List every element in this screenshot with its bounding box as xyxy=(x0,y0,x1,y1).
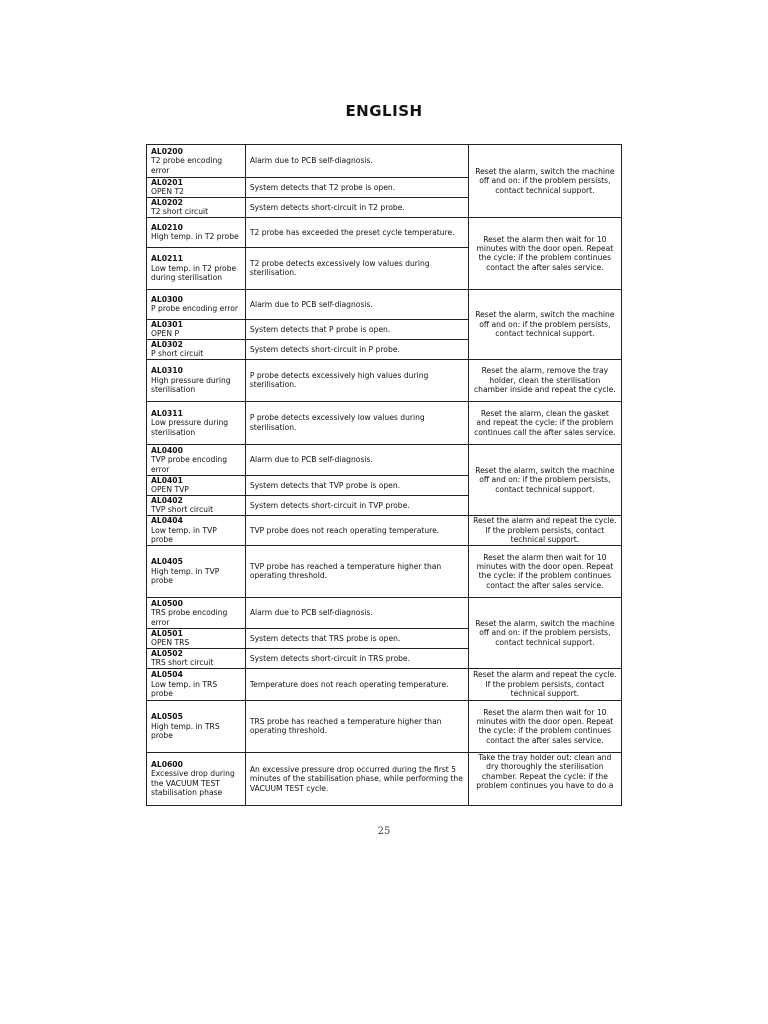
problem-cell: P probe detects excessively high values during sterilisation. xyxy=(245,359,468,401)
problem-cell: An excessive pressure drop occurred during the first 5 minutes of the stabilisation phase, while performing the VACUUM TEST cycle. xyxy=(245,752,468,805)
alarm-code-cell: AL0300 P probe encoding error xyxy=(147,289,246,319)
alarm-code-cell: AL0200 T2 probe encoding error xyxy=(147,145,246,178)
problem-cell: Alarm due to PCB self-diagnosis. xyxy=(245,289,468,319)
solution-cell: Reset the alarm, switch the machine off and on: if the problem persists, contact technical support. xyxy=(468,145,621,218)
table-row xyxy=(147,597,622,628)
alarm-table xyxy=(146,144,622,806)
problem-cell: TVP probe has reached a temperature higher than operating threshold. xyxy=(245,545,468,597)
solution-cell: Reset the alarm, clean the gasket and repeat the cycle: if the problem continues call the after sales service. xyxy=(468,401,621,444)
alarm-code-cell: AL0600 Excessive drop during the VACUUM TEST stabilisation phase xyxy=(147,752,246,805)
table-row xyxy=(147,752,622,805)
solution-cell: Reset the alarm, switch the machine off and on: if the problem persists, contact technical support. xyxy=(468,444,621,515)
solution-cell: Reset the alarm, switch the machine off and on: if the problem persists, contact technical support. xyxy=(468,597,621,668)
table-row xyxy=(147,700,622,752)
page-number: 25 xyxy=(377,826,391,837)
problem-cell: Temperature does not reach operating temperature. xyxy=(245,668,468,700)
alarm-code-cell: AL0504 Low temp. in TRS probe xyxy=(147,668,246,700)
solution-cell: Reset the alarm and repeat the cycle. If the problem persists, contact technical support. xyxy=(468,668,621,700)
table-row xyxy=(147,545,622,597)
alarm-code-cell: AL0505 High temp. in TRS probe xyxy=(147,700,246,752)
problem-cell: TVP probe does not reach operating temperature. xyxy=(245,515,468,545)
problem-cell: Alarm due to PCB self-diagnosis. xyxy=(245,145,468,178)
solution-cell: Reset the alarm then wait for 10 minutes with the door open. Repeat the cycle: if the problem continues contact the after sales service. xyxy=(468,700,621,752)
problem-cell: System detects that P probe is open. xyxy=(245,319,468,339)
page-heading: ENGLISH xyxy=(345,102,423,120)
alarm-code-cell: AL0501 OPEN TRS xyxy=(147,628,246,648)
table-row xyxy=(147,289,622,319)
alarm-code-cell: AL0311 Low pressure during sterilisation xyxy=(147,401,246,444)
alarm-code-cell: AL0201 OPEN T2 xyxy=(147,178,246,198)
problem-cell: Alarm due to PCB self-diagnosis. xyxy=(245,597,468,628)
alarm-code-cell: AL0202 T2 short circuit xyxy=(147,197,246,217)
alarm-code-cell: AL0310 High pressure during sterilisation xyxy=(147,359,246,401)
problem-cell: System detects that T2 probe is open. xyxy=(245,178,468,198)
problem-cell: System detects that TVP probe is open. xyxy=(245,475,468,495)
solution-cell: Reset the alarm and repeat the cycle. If the problem persists, contact technical support. xyxy=(468,515,621,545)
alarm-code-cell: AL0401 OPEN TVP xyxy=(147,475,246,495)
solution-cell: Reset the alarm then wait for 10 minutes with the door open. Repeat the cycle: if the problem continues contact the after sales service. xyxy=(468,545,621,597)
problem-cell: P probe detects excessively low values during sterilisation. xyxy=(245,401,468,444)
solution-cell: Reset the alarm, switch the machine off and on: if the problem persists, contact technical support. xyxy=(468,289,621,359)
problem-cell: T2 probe detects excessively low values during sterilisation. xyxy=(245,247,468,289)
table-row xyxy=(147,145,622,178)
table-row xyxy=(147,359,622,401)
alarm-code-cell: AL0301 OPEN P xyxy=(147,319,246,339)
problem-cell: System detects short-circuit in TRS probe. xyxy=(245,648,468,668)
table-row xyxy=(147,515,622,545)
alarm-code-cell: AL0405 High temp. in TVP probe xyxy=(147,545,246,597)
table-row xyxy=(147,401,622,444)
problem-cell: TRS probe has reached a temperature higher than operating threshold. xyxy=(245,700,468,752)
problem-cell: System detects short-circuit in T2 probe. xyxy=(245,197,468,217)
alarm-code-cell: AL0210 High temp. in T2 probe xyxy=(147,217,246,247)
problem-cell: System detects short-circuit in P probe. xyxy=(245,339,468,359)
table-row xyxy=(147,668,622,700)
problem-cell: System detects that TRS probe is open. xyxy=(245,628,468,648)
alarm-code-cell: AL0400 TVP probe encoding error xyxy=(147,444,246,475)
alarm-code-cell: AL0502 TRS short circuit xyxy=(147,648,246,668)
solution-cell: Take the tray holder out: clean and dry thoroughly the sterilisation chamber. Repeat the cycle: if the problem continues you have to do a xyxy=(468,752,621,805)
table-row xyxy=(147,444,622,475)
solution-cell: Reset the alarm then wait for 10 minutes with the door open. Repeat the cycle: if the problem continues contact the after sales service. xyxy=(468,217,621,289)
problem-cell: System detects short-circuit in TVP probe. xyxy=(245,495,468,515)
table-row xyxy=(147,217,622,247)
alarm-code-cell: AL0302 P short circuit xyxy=(147,339,246,359)
alarm-code-cell: AL0211 Low temp. in T2 probe during sterilisation xyxy=(147,247,246,289)
alarm-code-cell: AL0500 TRS probe encoding error xyxy=(147,597,246,628)
problem-cell: T2 probe has exceeded the preset cycle temperature. xyxy=(245,217,468,247)
alarm-code-cell: AL0404 Low temp. in TVP probe xyxy=(147,515,246,545)
alarm-code-cell: AL0402 TVP short circuit xyxy=(147,495,246,515)
solution-cell: Reset the alarm, remove the tray holder, clean the sterilisation chamber inside and repeat the cycle. xyxy=(468,359,621,401)
problem-cell: Alarm due to PCB self-diagnosis. xyxy=(245,444,468,475)
